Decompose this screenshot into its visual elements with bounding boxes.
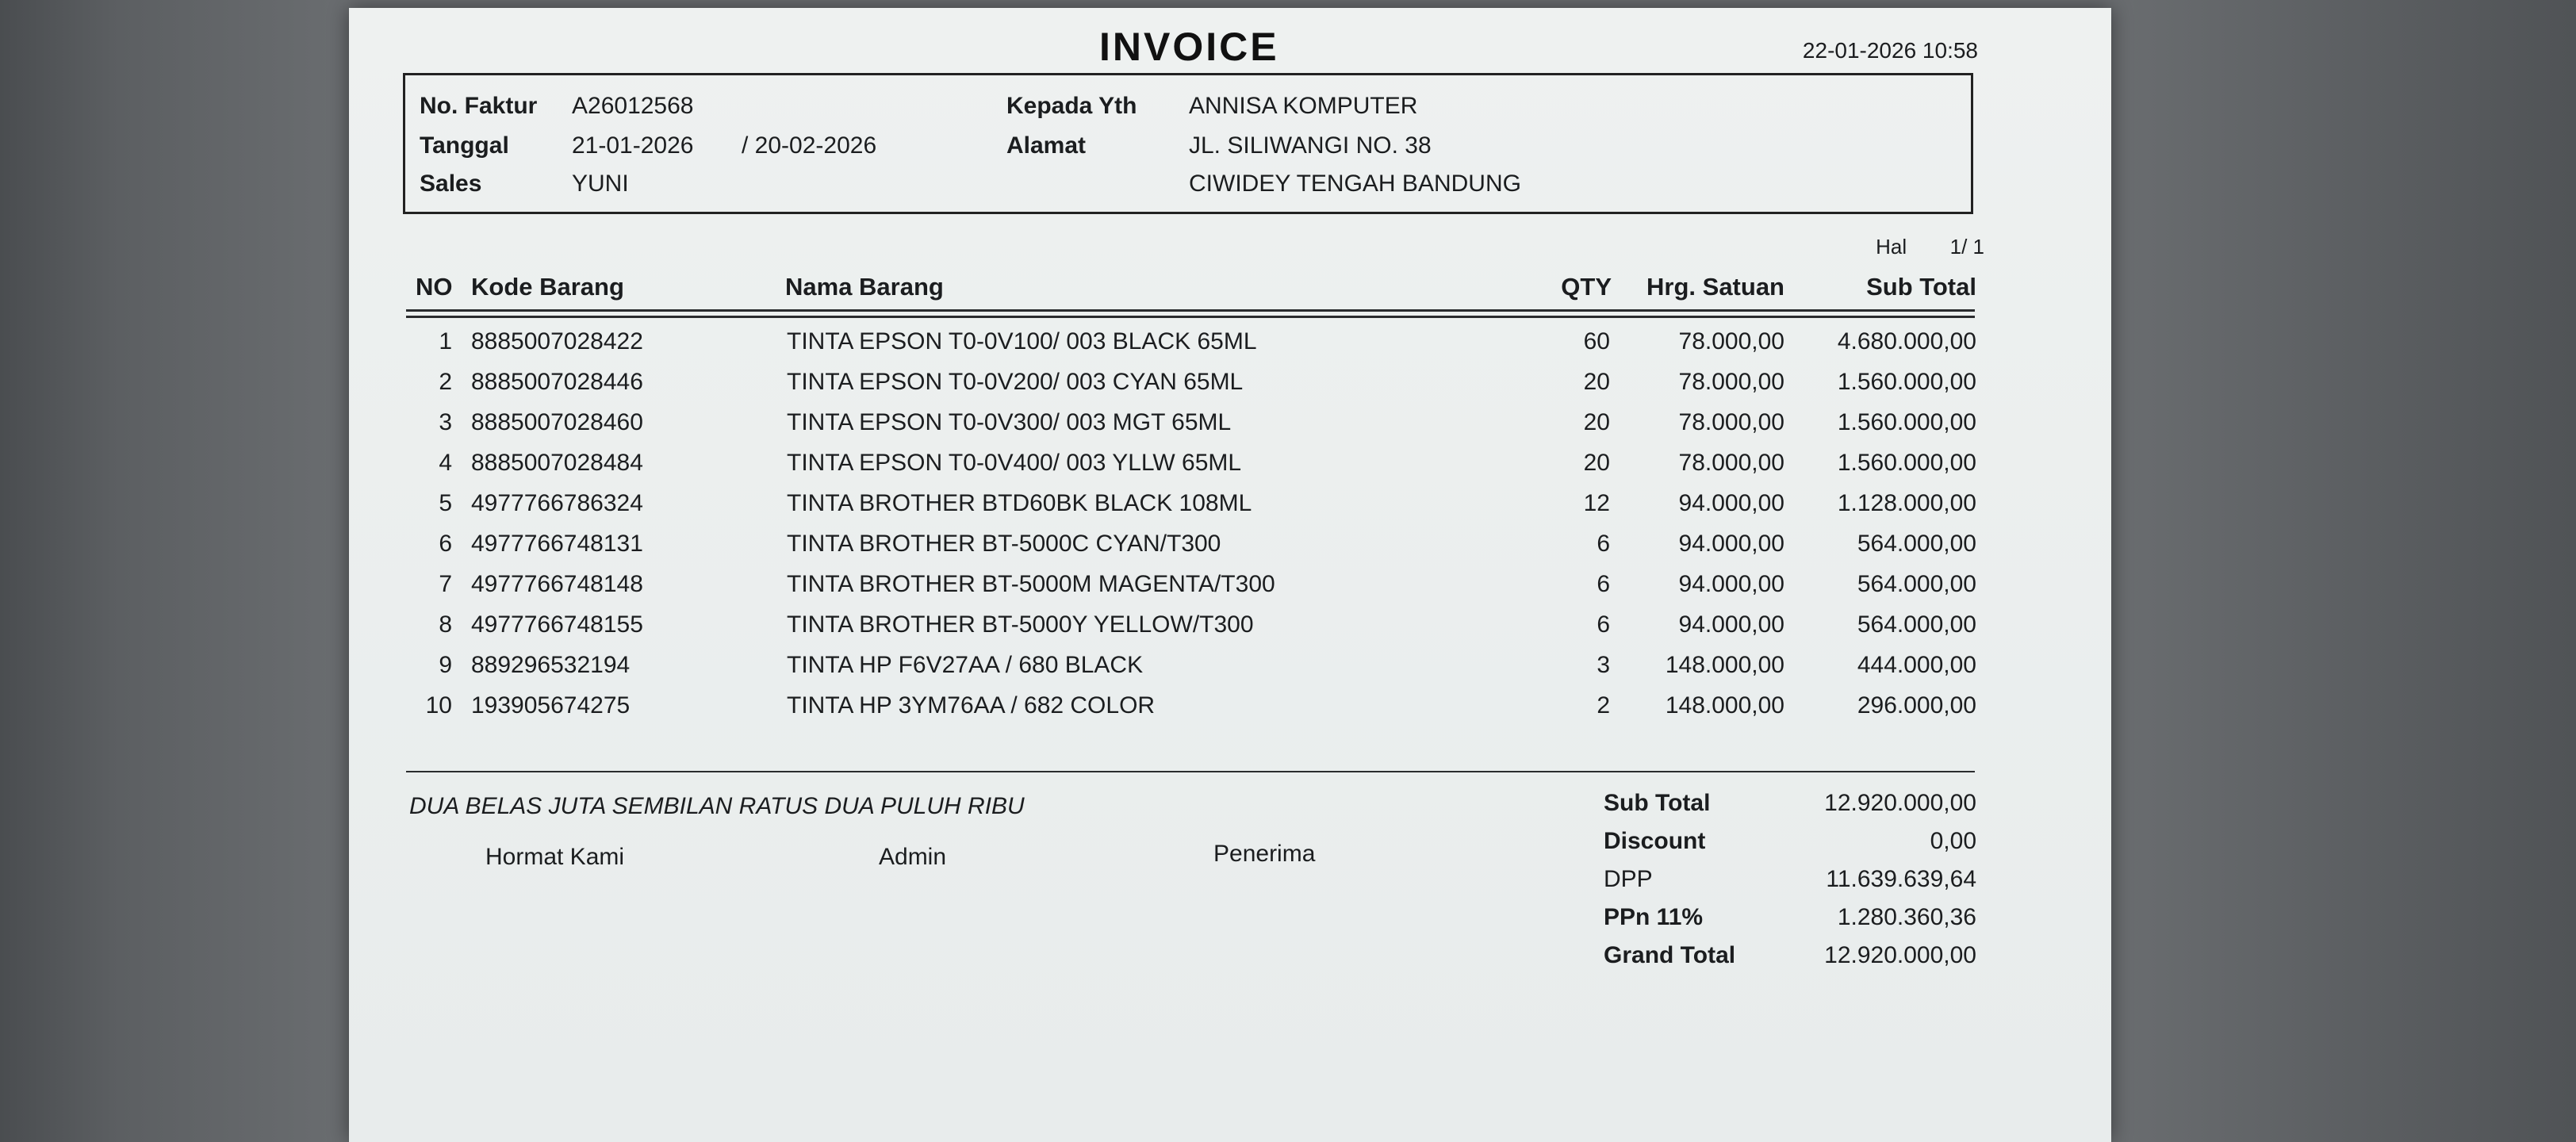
row-kode: 8885007028484: [471, 450, 643, 476]
subtotal-label: Sub Total: [1604, 790, 1711, 816]
signature-penerima: Penerima: [1213, 841, 1316, 867]
invoice-header-box: [403, 73, 1973, 214]
row-qty: 20: [1583, 450, 1610, 476]
row-nama: TINTA EPSON T0-0V200/ 003 CYAN 65ML: [787, 369, 1244, 395]
row-subtotal: 444.000,00: [1857, 652, 1976, 678]
row-no: 2: [439, 369, 452, 395]
row-no: 3: [439, 409, 452, 435]
col-header-kode: Kode Barang: [471, 273, 624, 301]
row-harga: 94.000,00: [1678, 571, 1784, 597]
row-nama: TINTA HP 3YM76AA / 682 COLOR: [787, 692, 1156, 719]
no-faktur-label: No. Faktur: [420, 93, 538, 119]
row-nama: TINTA BROTHER BT-5000Y YELLOW/T300: [787, 611, 1254, 638]
col-header-subtotal: Sub Total: [1866, 273, 1976, 301]
row-kode: 4977766748155: [471, 611, 643, 638]
row-subtotal: 296.000,00: [1857, 692, 1976, 719]
row-subtotal: 564.000,00: [1857, 611, 1976, 638]
row-qty: 60: [1583, 328, 1610, 354]
discount-label: Discount: [1604, 828, 1706, 854]
col-header-qty: QTY: [1561, 273, 1612, 301]
row-subtotal: 1.560.000,00: [1837, 369, 1976, 395]
signature-admin: Admin: [879, 844, 947, 870]
row-qty: 20: [1583, 369, 1610, 395]
page-indicator-value: 1/ 1: [1949, 235, 1984, 259]
dpp-label: DPP: [1604, 866, 1653, 892]
header-rule-bottom: [406, 316, 1975, 318]
row-kode: 4977766786324: [471, 490, 643, 516]
ppn-value: 1.280.360,36: [1837, 904, 1976, 930]
row-kode: 8885007028460: [471, 409, 643, 435]
row-nama: TINTA EPSON T0-0V300/ 003 MGT 65ML: [787, 409, 1232, 435]
header-rule-top: [406, 309, 1975, 312]
row-kode: 8885007028422: [471, 328, 643, 354]
row-qty: 3: [1597, 652, 1610, 678]
alamat-line2: CIWIDEY TENGAH BANDUNG: [1189, 171, 1521, 197]
row-nama: TINTA BROTHER BT-5000M MAGENTA/T300: [787, 571, 1275, 597]
row-harga: 94.000,00: [1678, 490, 1784, 516]
alamat-label: Alamat: [1006, 132, 1087, 159]
grand-total-label: Grand Total: [1604, 942, 1736, 968]
tanggal-value: 21-01-2026: [572, 132, 694, 159]
row-nama: TINTA EPSON T0-0V100/ 003 BLACK 65ML: [787, 328, 1257, 354]
sales-label: Sales: [420, 171, 482, 197]
table-end-rule: [406, 771, 1975, 772]
jatuh-tempo-value: / 20-02-2026: [742, 132, 877, 159]
dpp-value: 11.639.639,64: [1826, 866, 1976, 892]
row-harga: 148.000,00: [1665, 652, 1784, 678]
row-harga: 148.000,00: [1665, 692, 1784, 719]
grand-total-value: 12.920.000,00: [1824, 942, 1976, 968]
row-harga: 78.000,00: [1678, 328, 1784, 354]
row-harga: 78.000,00: [1678, 409, 1784, 435]
col-header-no: NO: [416, 273, 453, 301]
row-nama: TINTA BROTHER BT-5000C CYAN/T300: [787, 531, 1221, 557]
row-harga: 78.000,00: [1678, 369, 1784, 395]
row-nama: TINTA BROTHER BTD60BK BLACK 108ML: [787, 490, 1252, 516]
row-kode: 4977766748131: [471, 531, 643, 557]
row-harga: 78.000,00: [1678, 450, 1784, 476]
page-indicator-label: Hal: [1876, 235, 1907, 259]
row-nama: TINTA EPSON T0-0V400/ 003 YLLW 65ML: [787, 450, 1242, 476]
row-kode: 889296532194: [471, 652, 631, 678]
sales-value: YUNI: [572, 171, 629, 197]
amount-in-words: DUA BELAS JUTA SEMBILAN RATUS DUA PULUH RIBU: [409, 793, 1025, 819]
row-no: 7: [439, 571, 452, 597]
printed-timestamp: 22-01-2026 10:58: [1802, 38, 1978, 63]
row-qty: 6: [1597, 611, 1610, 638]
row-qty: 6: [1597, 531, 1610, 557]
alamat-line1: JL. SILIWANGI NO. 38: [1189, 132, 1432, 159]
row-no: 8: [439, 611, 452, 638]
row-no: 10: [425, 692, 452, 719]
row-qty: 6: [1597, 571, 1610, 597]
invoice-title: INVOICE: [1099, 25, 1279, 69]
invoice-paper: [349, 8, 2111, 1142]
row-no: 1: [439, 328, 452, 354]
row-harga: 94.000,00: [1678, 611, 1784, 638]
subtotal-value: 12.920.000,00: [1824, 790, 1976, 816]
row-subtotal: 1.128.000,00: [1837, 490, 1976, 516]
row-subtotal: 564.000,00: [1857, 571, 1976, 597]
row-no: 4: [439, 450, 452, 476]
tanggal-label: Tanggal: [420, 132, 509, 159]
row-no: 5: [439, 490, 452, 516]
row-subtotal: 1.560.000,00: [1837, 450, 1976, 476]
discount-value: 0,00: [1930, 828, 1976, 854]
row-no: 6: [439, 531, 452, 557]
ppn-label: PPn 11%: [1604, 904, 1704, 930]
row-nama: TINTA HP F6V27AA / 680 BLACK: [787, 652, 1144, 678]
row-kode: 193905674275: [471, 692, 631, 719]
kepada-value: ANNISA KOMPUTER: [1189, 93, 1418, 119]
kepada-label: Kepada Yth: [1006, 93, 1137, 119]
signature-hormat-kami: Hormat Kami: [485, 844, 625, 870]
row-qty: 12: [1583, 490, 1610, 516]
row-no: 9: [439, 652, 452, 678]
row-kode: 8885007028446: [471, 369, 643, 395]
row-kode: 4977766748148: [471, 571, 643, 597]
page-indicator: [1876, 235, 1984, 259]
col-header-harga: Hrg. Satuan: [1646, 273, 1784, 301]
row-subtotal: 4.680.000,00: [1837, 328, 1976, 354]
col-header-nama: Nama Barang: [785, 273, 944, 301]
no-faktur-value: A26012568: [572, 93, 694, 119]
row-subtotal: 1.560.000,00: [1837, 409, 1976, 435]
row-qty: 2: [1597, 692, 1610, 719]
row-subtotal: 564.000,00: [1857, 531, 1976, 557]
row-harga: 94.000,00: [1678, 531, 1784, 557]
row-qty: 20: [1583, 409, 1610, 435]
